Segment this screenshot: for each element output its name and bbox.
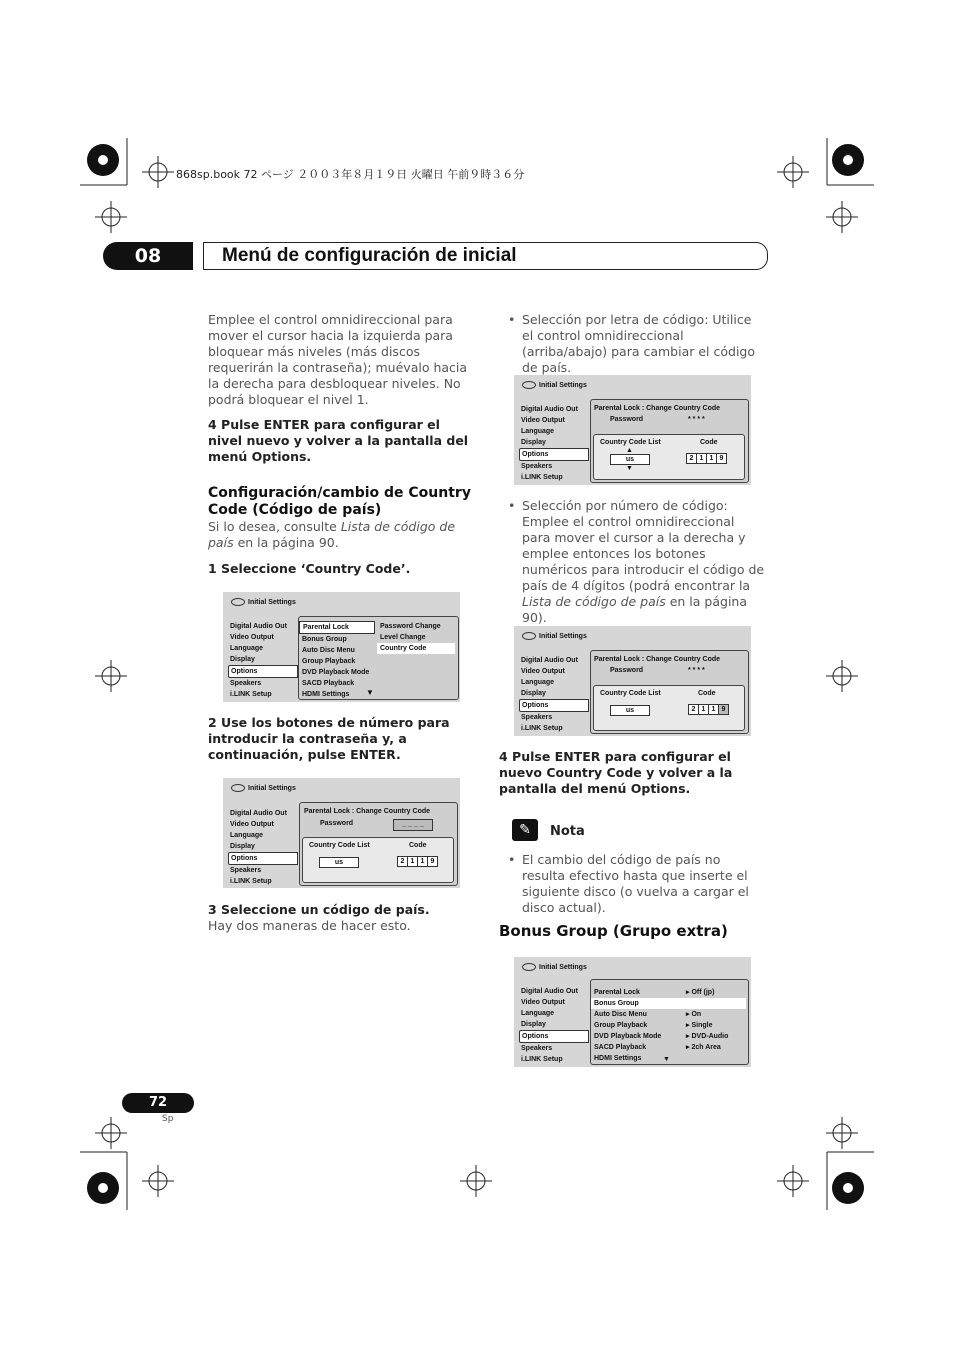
menu-item: Speakers bbox=[521, 1045, 553, 1052]
step-3-sub: Hay dos maneras de hacer esto. bbox=[208, 918, 411, 933]
disc-icon bbox=[522, 381, 536, 389]
screen-title: Initial Settings bbox=[539, 381, 587, 389]
bullet-letter-selection bbox=[508, 312, 766, 376]
code-label: Code bbox=[698, 690, 716, 697]
menu-item: Speakers bbox=[230, 680, 262, 687]
menu-item: Video Output bbox=[230, 634, 274, 641]
screen-options-parental bbox=[223, 592, 460, 702]
option-label: Bonus Group bbox=[594, 1000, 639, 1007]
section-intro bbox=[208, 519, 478, 551]
option-item: SACD Playback bbox=[302, 680, 355, 687]
up-arrow-icon: ▲ bbox=[626, 447, 633, 454]
down-arrow-icon: ▼ bbox=[366, 688, 374, 697]
menu-item: Display bbox=[521, 1021, 546, 1028]
country-value[interactable]: us bbox=[319, 857, 359, 868]
menu-item: Speakers bbox=[521, 463, 553, 470]
panel-title: Parental Lock : Change Country Code bbox=[304, 808, 431, 815]
bullet2-b: en la página 90). bbox=[522, 594, 747, 625]
menu-item: Digital Audio Out bbox=[521, 657, 578, 664]
menu-item-selected: Options bbox=[519, 1030, 589, 1043]
option-row bbox=[591, 1042, 746, 1053]
menu-item: Digital Audio Out bbox=[230, 810, 287, 817]
change-country-panel bbox=[299, 802, 458, 886]
step-3: 3 Seleccione un código de país. bbox=[208, 902, 430, 917]
country-code-box bbox=[593, 685, 745, 731]
option-value: ▸ DVD-Audio bbox=[686, 1033, 729, 1040]
side-menu bbox=[519, 404, 589, 483]
intro-paragraph: Emplee el control omnidireccional para mover el cursor hacia la izquierda para bloquear más niveles (más discos requerirán la contraseña); muévalo hacia la derecha para desbloquear niveles. No podrá bloquear el nivel 1. bbox=[208, 312, 468, 407]
menu-item: Language bbox=[521, 428, 555, 435]
step-4-right: 4 Pulse ENTER para configurar el nuevo Country Code y volver a la pantalla del menú Options. bbox=[499, 749, 733, 796]
sub-item: Password Change bbox=[380, 623, 441, 630]
option-row bbox=[591, 987, 746, 998]
down-arrow-icon: ▼ bbox=[626, 465, 633, 472]
menu-item-selected: Options bbox=[519, 699, 589, 712]
code-digits[interactable] bbox=[686, 453, 726, 464]
screen-header bbox=[522, 381, 587, 389]
options-panel bbox=[590, 979, 749, 1065]
screen-title: Initial Settings bbox=[248, 784, 296, 792]
code-digits[interactable] bbox=[688, 704, 728, 715]
option-value-text: On bbox=[691, 1011, 702, 1018]
option-item-selected: Parental Lock bbox=[299, 621, 375, 634]
menu-item: i.LINK Setup bbox=[230, 691, 272, 698]
screen-header bbox=[522, 963, 587, 971]
code-digit: 1 bbox=[698, 704, 709, 715]
chapter-title: Menú de configuración de inicial bbox=[222, 245, 517, 266]
password-field[interactable]: _ _ _ _ bbox=[393, 819, 433, 831]
code-digit: 2 bbox=[688, 704, 699, 715]
screen-header bbox=[231, 598, 296, 606]
password-stars: * * * * bbox=[688, 416, 705, 423]
password-stars: * * * * bbox=[688, 667, 705, 674]
option-label: HDMI Settings bbox=[594, 1055, 642, 1062]
section-title-country-code: Configuración/cambio de Country Code (Código de país) bbox=[208, 485, 471, 518]
screen-bonus-group bbox=[514, 957, 751, 1067]
note-item: • El cambio del código de país no resulta efectivo hasta que inserte el siguiente disco (o vuelva a cargar el disco actual). bbox=[508, 852, 766, 916]
country-list-label: Country Code List bbox=[309, 842, 370, 849]
code-digit: 9 bbox=[716, 453, 727, 464]
disc-icon bbox=[231, 598, 245, 606]
screen-title: Initial Settings bbox=[539, 632, 587, 640]
country-value[interactable]: us bbox=[610, 705, 650, 716]
code-digit: 2 bbox=[397, 856, 408, 867]
section-intro-a: Si lo desea, consulte bbox=[208, 519, 341, 534]
country-value[interactable]: us bbox=[610, 454, 650, 465]
change-country-panel bbox=[590, 650, 749, 734]
menu-item: Video Output bbox=[521, 417, 565, 424]
screen-title: Initial Settings bbox=[539, 963, 587, 971]
menu-item: i.LINK Setup bbox=[521, 1056, 563, 1063]
pencil-note-icon: ✎ bbox=[512, 819, 538, 841]
step-1: 1 Seleccione ‘Country Code’. bbox=[208, 561, 411, 576]
section-intro-link: Lista de código de país bbox=[208, 519, 456, 550]
option-value-text: DVD-Audio bbox=[691, 1033, 729, 1040]
option-row-selected bbox=[591, 998, 746, 1009]
screen-password-entry bbox=[223, 778, 460, 888]
country-code-box bbox=[593, 434, 745, 480]
code-digit-active: 9 bbox=[718, 704, 729, 715]
code-digit: 1 bbox=[708, 704, 719, 715]
note-title: Nota bbox=[550, 824, 585, 839]
step-4-left: 4 Pulse ENTER para configurar el nivel nuevo y volver a la pantalla del menú Options. bbox=[208, 417, 469, 464]
side-menu bbox=[228, 808, 298, 887]
panel-title: Parental Lock : Change Country Code bbox=[594, 656, 721, 663]
code-digit: 1 bbox=[407, 856, 418, 867]
menu-item: Language bbox=[521, 679, 555, 686]
bullet2-link: Lista de código de país bbox=[522, 594, 666, 609]
option-item: HDMI Settings bbox=[302, 691, 350, 698]
menu-item: Display bbox=[230, 656, 255, 663]
bullet-number-selection bbox=[508, 498, 766, 626]
option-value: ▸ Off (jp) bbox=[686, 989, 715, 996]
option-value: ▸ Single bbox=[686, 1022, 713, 1029]
code-digits[interactable] bbox=[397, 856, 437, 867]
option-row bbox=[591, 1020, 746, 1031]
screen-number-selection bbox=[514, 626, 751, 736]
section-title-bonus: Bonus Group (Grupo extra) bbox=[499, 922, 728, 940]
menu-item: Video Output bbox=[521, 999, 565, 1006]
menu-item: Display bbox=[521, 690, 546, 697]
code-digit: 9 bbox=[427, 856, 438, 867]
country-list-label: Country Code List bbox=[600, 690, 661, 697]
menu-item: Digital Audio Out bbox=[230, 623, 287, 630]
option-label: Group Playback bbox=[594, 1022, 648, 1029]
disc-icon bbox=[231, 784, 245, 792]
menu-item: Language bbox=[230, 832, 264, 839]
menu-item: i.LINK Setup bbox=[230, 878, 272, 885]
password-label: Password bbox=[320, 820, 354, 827]
note-list bbox=[508, 852, 766, 916]
option-item: Group Playback bbox=[302, 658, 356, 665]
menu-item: Display bbox=[230, 843, 255, 850]
menu-item: Video Output bbox=[521, 668, 565, 675]
menu-item: Language bbox=[521, 1010, 555, 1017]
password-label: Password bbox=[610, 416, 644, 423]
side-menu bbox=[519, 986, 589, 1065]
option-row bbox=[591, 1009, 746, 1020]
password-label: Password bbox=[610, 667, 644, 674]
screen-title: Initial Settings bbox=[248, 598, 296, 606]
country-code-box bbox=[302, 837, 454, 883]
bullet2-a: Selección por número de código: Emplee el control omnidireccional para mover el cursor a la derecha y emplee entonces los botones numéricos para introducir el código de país de 4 dígitos (podrá encontrar la bbox=[522, 498, 765, 593]
sub-item-selected: Country Code bbox=[377, 643, 455, 654]
menu-item: i.LINK Setup bbox=[521, 725, 563, 732]
menu-item: Language bbox=[230, 645, 264, 652]
bullet-item: • Selección por letra de código: Utilice el control omnidireccional (arriba/abajo) para cambiar el código de país. bbox=[508, 312, 766, 376]
option-item: Auto Disc Menu bbox=[302, 647, 355, 654]
code-digit: 1 bbox=[417, 856, 428, 867]
panel-title: Parental Lock : Change Country Code bbox=[594, 405, 721, 412]
section-intro-b: en la página 90. bbox=[233, 535, 339, 550]
option-label: Auto Disc Menu bbox=[594, 1011, 647, 1018]
step-2: 2 Use los botones de número para introducir la contraseña y, a continuación, pulse ENTER. bbox=[208, 715, 450, 762]
menu-item: Speakers bbox=[521, 714, 553, 721]
screen-letter-selection bbox=[514, 375, 751, 485]
option-value-text: Single bbox=[691, 1022, 713, 1029]
code-digit: 1 bbox=[696, 453, 707, 464]
bullet-item bbox=[508, 498, 766, 626]
side-menu bbox=[519, 655, 589, 734]
print-header: 868sp.book 72 ページ ２００３年８月１９日 火曜日 午前９時３６分 bbox=[176, 168, 525, 181]
menu-item: i.LINK Setup bbox=[521, 474, 563, 481]
disc-icon bbox=[522, 632, 536, 640]
option-label: DVD Playback Mode bbox=[594, 1033, 662, 1040]
option-value-text: Off (jp) bbox=[691, 989, 715, 996]
code-digit: 2 bbox=[686, 453, 697, 464]
option-label: Parental Lock bbox=[594, 989, 640, 996]
option-item: Bonus Group bbox=[302, 636, 347, 643]
option-label: SACD Playback bbox=[594, 1044, 647, 1051]
page-number: 72 bbox=[122, 1093, 194, 1113]
chapter-number: 08 bbox=[103, 242, 193, 270]
option-value-text: 2ch Area bbox=[691, 1044, 721, 1051]
option-value: ▸ On bbox=[686, 1011, 702, 1018]
code-label: Code bbox=[409, 842, 427, 849]
down-arrow-icon: ▼ bbox=[663, 1056, 670, 1063]
screen-header bbox=[231, 784, 296, 792]
menu-item: Speakers bbox=[230, 867, 262, 874]
options-panel bbox=[298, 616, 459, 700]
menu-item: Video Output bbox=[230, 821, 274, 828]
sub-item: Level Change bbox=[380, 634, 426, 641]
menu-item: Digital Audio Out bbox=[521, 406, 578, 413]
option-value: ▸ 2ch Area bbox=[686, 1044, 721, 1051]
menu-item: Display bbox=[521, 439, 546, 446]
option-row bbox=[591, 1031, 746, 1042]
side-menu bbox=[228, 621, 298, 700]
change-country-panel bbox=[590, 399, 749, 483]
language-code: Sp bbox=[162, 1114, 174, 1124]
code-digit: 1 bbox=[706, 453, 717, 464]
code-label: Code bbox=[700, 439, 718, 446]
menu-item-selected: Options bbox=[228, 665, 298, 678]
option-item: DVD Playback Mode bbox=[302, 669, 370, 676]
disc-icon bbox=[522, 963, 536, 971]
menu-item: Digital Audio Out bbox=[521, 988, 578, 995]
menu-item-selected: Options bbox=[519, 448, 589, 461]
country-list-label: Country Code List bbox=[600, 439, 661, 446]
screen-header bbox=[522, 632, 587, 640]
menu-item-selected: Options bbox=[228, 852, 298, 865]
